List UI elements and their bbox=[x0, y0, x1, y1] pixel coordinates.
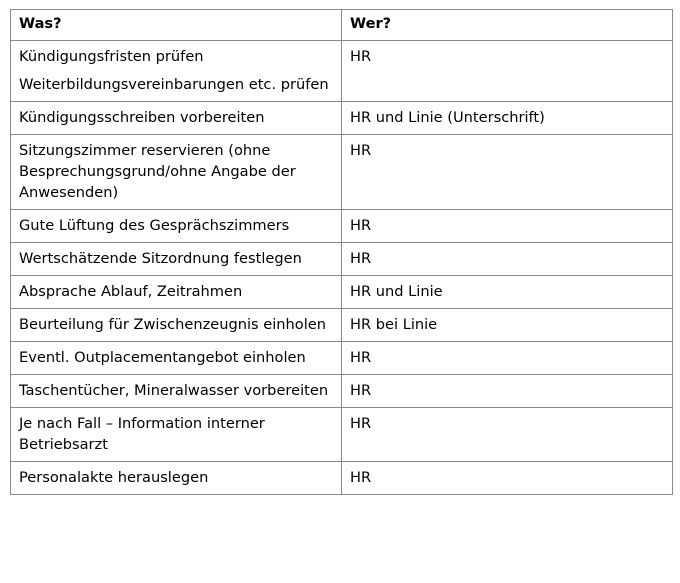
task-text: Gute Lüftung des Gesprächszimmers bbox=[19, 217, 290, 234]
wer-cell: HR bbox=[342, 375, 673, 408]
table-row bbox=[11, 408, 673, 462]
column-header-was: Was? bbox=[11, 10, 342, 41]
task-text: Sitzungszimmer reservieren (ohne Besprechungsgrund/ohne Angabe der Anwesenden) bbox=[19, 142, 296, 201]
column-header-wer: Wer? bbox=[342, 10, 673, 41]
table-row bbox=[11, 135, 673, 210]
table-row bbox=[11, 41, 673, 102]
task-text: Beurteilung für Zwischenzeugnis einholen bbox=[19, 316, 327, 333]
wer-cell: HR bbox=[342, 41, 673, 102]
task-text: Absprache Ablauf, Zeitrahmen bbox=[19, 283, 243, 300]
table-row bbox=[11, 102, 673, 135]
table-row bbox=[11, 210, 673, 243]
table-row bbox=[11, 276, 673, 309]
task-table bbox=[10, 9, 673, 495]
was-cell bbox=[11, 375, 342, 408]
wer-cell: HR und Linie bbox=[342, 276, 673, 309]
task-text: Weiterbildungsvereinbarungen etc. prüfen bbox=[19, 76, 329, 93]
was-cell bbox=[11, 276, 342, 309]
wer-cell: HR bbox=[342, 342, 673, 375]
wer-cell: HR bbox=[342, 243, 673, 276]
was-cell bbox=[11, 41, 342, 102]
table-row bbox=[11, 375, 673, 408]
wer-cell: HR bei Linie bbox=[342, 309, 673, 342]
was-cell bbox=[11, 102, 342, 135]
was-cell bbox=[11, 342, 342, 375]
table-row bbox=[11, 462, 673, 495]
was-cell bbox=[11, 210, 342, 243]
task-text: Eventl. Outplacementangebot einholen bbox=[19, 349, 306, 366]
task-text: Personalakte herauslegen bbox=[19, 469, 209, 486]
was-cell bbox=[11, 462, 342, 495]
task-text: Wertschätzende Sitzordnung festlegen bbox=[19, 250, 302, 267]
table-row bbox=[11, 243, 673, 276]
wer-cell: HR bbox=[342, 408, 673, 462]
was-cell bbox=[11, 408, 342, 462]
table-header-row bbox=[11, 10, 673, 41]
task-text: Kündigungsschreiben vorbereiten bbox=[19, 109, 265, 126]
wer-cell: HR bbox=[342, 135, 673, 210]
task-text: Je nach Fall – Information interner Betriebsarzt bbox=[19, 415, 265, 453]
wer-cell: HR bbox=[342, 462, 673, 495]
task-text: Kündigungsfristen prüfen bbox=[19, 48, 204, 65]
task-text: Taschentücher, Mineralwasser vorbereiten bbox=[19, 382, 329, 399]
table-row bbox=[11, 309, 673, 342]
was-cell bbox=[11, 243, 342, 276]
was-cell bbox=[11, 135, 342, 210]
wer-cell: HR und Linie (Unterschrift) bbox=[342, 102, 673, 135]
table-row bbox=[11, 342, 673, 375]
was-cell bbox=[11, 309, 342, 342]
wer-cell: HR bbox=[342, 210, 673, 243]
